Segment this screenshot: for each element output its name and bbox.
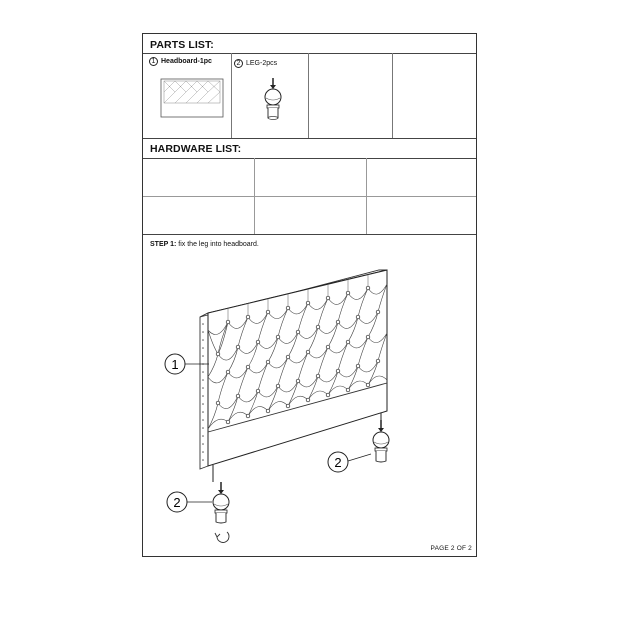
callout-1-number: 1 xyxy=(171,357,179,372)
leg-right-drawing xyxy=(373,420,389,462)
parts-list-title: PARTS LIST: xyxy=(150,39,214,51)
step-1-text: fix the leg into headboard. xyxy=(178,241,259,248)
assembly-diagram xyxy=(143,34,478,558)
rotate-arrow-icon xyxy=(215,532,229,542)
part-1-name: Headboard-1pc xyxy=(161,58,212,65)
callout-2-right-number: 2 xyxy=(334,455,342,470)
step-1-prefix: STEP 1: xyxy=(150,241,177,248)
callout-2-left-number: 2 xyxy=(173,495,181,510)
headboard-drawing xyxy=(200,270,387,482)
callout-2-right-leader xyxy=(348,454,371,461)
leg-left-drawing xyxy=(213,482,229,523)
part-2-name: LEG-2pcs xyxy=(246,60,278,67)
instruction-sheet xyxy=(142,33,477,557)
hardware-list-title: HARDWARE LIST: xyxy=(150,143,242,155)
part-1-number: 1 xyxy=(149,57,158,66)
page-number: PAGE 2 OF 2 xyxy=(430,545,472,552)
part-2-number: 2 xyxy=(234,59,243,68)
